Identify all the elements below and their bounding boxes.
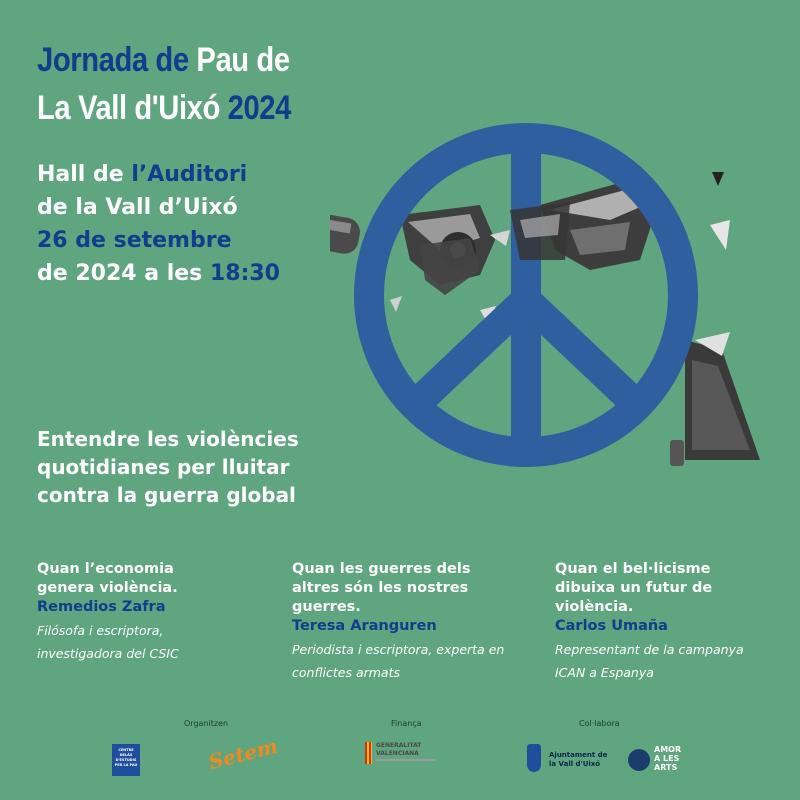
speaker-role xyxy=(555,638,775,684)
event-venue-date xyxy=(37,158,280,290)
speaker-role-line: Representant de la campanya xyxy=(555,642,744,657)
talk-column xyxy=(555,560,775,684)
speaker-role-line: conflictes armats xyxy=(292,665,400,680)
city-shield-icon xyxy=(527,744,541,772)
talk-question-line: guerres. xyxy=(292,599,361,615)
tagline-line-3: contra la guerra global xyxy=(37,483,296,507)
footer-label-organitzen: Organitzen xyxy=(184,719,229,728)
speaker-role xyxy=(37,619,287,665)
speaker-role-line: investigadora del CSIC xyxy=(37,646,179,661)
event-year-line: de 2024 a les xyxy=(37,261,210,286)
logo-line xyxy=(376,759,436,761)
title-year: 2024 xyxy=(227,89,291,127)
logo-text: ARTS xyxy=(654,763,678,772)
gv-flag-icon xyxy=(365,742,372,764)
talk-question xyxy=(555,560,775,617)
tagline-line-2: quotidianes per lluitar xyxy=(37,455,290,479)
talk-column xyxy=(37,560,287,665)
speaker-name: Teresa Aranguren xyxy=(292,618,437,634)
event-date: 26 de setembre xyxy=(37,228,232,253)
title-jornada: Jornada de xyxy=(37,41,197,79)
speaker-name: Remedios Zafra xyxy=(37,599,166,615)
footer-label-finanSa: Finança xyxy=(391,719,422,728)
setem-logo: Setem xyxy=(206,733,281,775)
logo-text: VALENCIANA xyxy=(376,750,419,757)
centre-delas-logo xyxy=(112,744,140,776)
logo-text: PER LA PAU xyxy=(114,763,138,767)
logo-text: D'ESTUDIS xyxy=(115,758,137,762)
bird-icon xyxy=(628,749,650,771)
logo-text: AMOR xyxy=(654,745,682,754)
talk-question-line: Quan les guerres dels xyxy=(292,561,471,577)
logo-text: Ajuntament de xyxy=(549,751,608,759)
talk-question-line: Quan el bel·licisme xyxy=(555,561,711,577)
title-pau: Pau de xyxy=(196,41,290,79)
speaker-role-line: ICAN a Espanya xyxy=(555,665,654,680)
talk-question-line: altres són les nostres xyxy=(292,580,469,596)
talk-question-line: dibuixa un futur de xyxy=(555,580,713,596)
talk-question-line: violència. xyxy=(555,599,634,615)
speaker-role-line: Periodista i escriptora, experta en xyxy=(292,642,505,657)
logo-text: la Vall d'Uixó xyxy=(549,760,601,768)
talk-question-line: Quan l’economia xyxy=(37,561,174,577)
talk-question xyxy=(37,560,287,598)
talk-question-line: genera violència. xyxy=(37,580,178,596)
generalitat-valenciana-logo xyxy=(365,740,445,768)
peace-symbol-shape xyxy=(369,138,683,452)
talk-question xyxy=(292,560,542,617)
speaker-role-line: Filósofa i escriptora, xyxy=(37,623,164,638)
logo-text: CENTRE DELÀS xyxy=(118,748,134,757)
peace-symbol-icon xyxy=(330,110,770,500)
event-title xyxy=(37,36,291,132)
venue-town: de la Vall d’Uixó xyxy=(37,195,238,220)
event-time: 18:30 xyxy=(209,261,280,286)
speaker-role xyxy=(292,638,542,684)
logo-text: A LES xyxy=(654,754,680,763)
logo-text: GENERALITAT xyxy=(376,742,422,749)
event-tagline xyxy=(37,425,299,509)
tagline-line-1: Entendre les violències xyxy=(37,427,299,451)
talk-column xyxy=(292,560,542,684)
title-town: La Vall d'Uixó xyxy=(37,89,228,127)
venue-auditori: l’Auditori xyxy=(131,162,248,187)
venue-hall: Hall de xyxy=(37,162,132,187)
speaker-name: Carlos Umaña xyxy=(555,618,668,634)
footer-label-col-labora: Col·labora xyxy=(579,719,620,728)
